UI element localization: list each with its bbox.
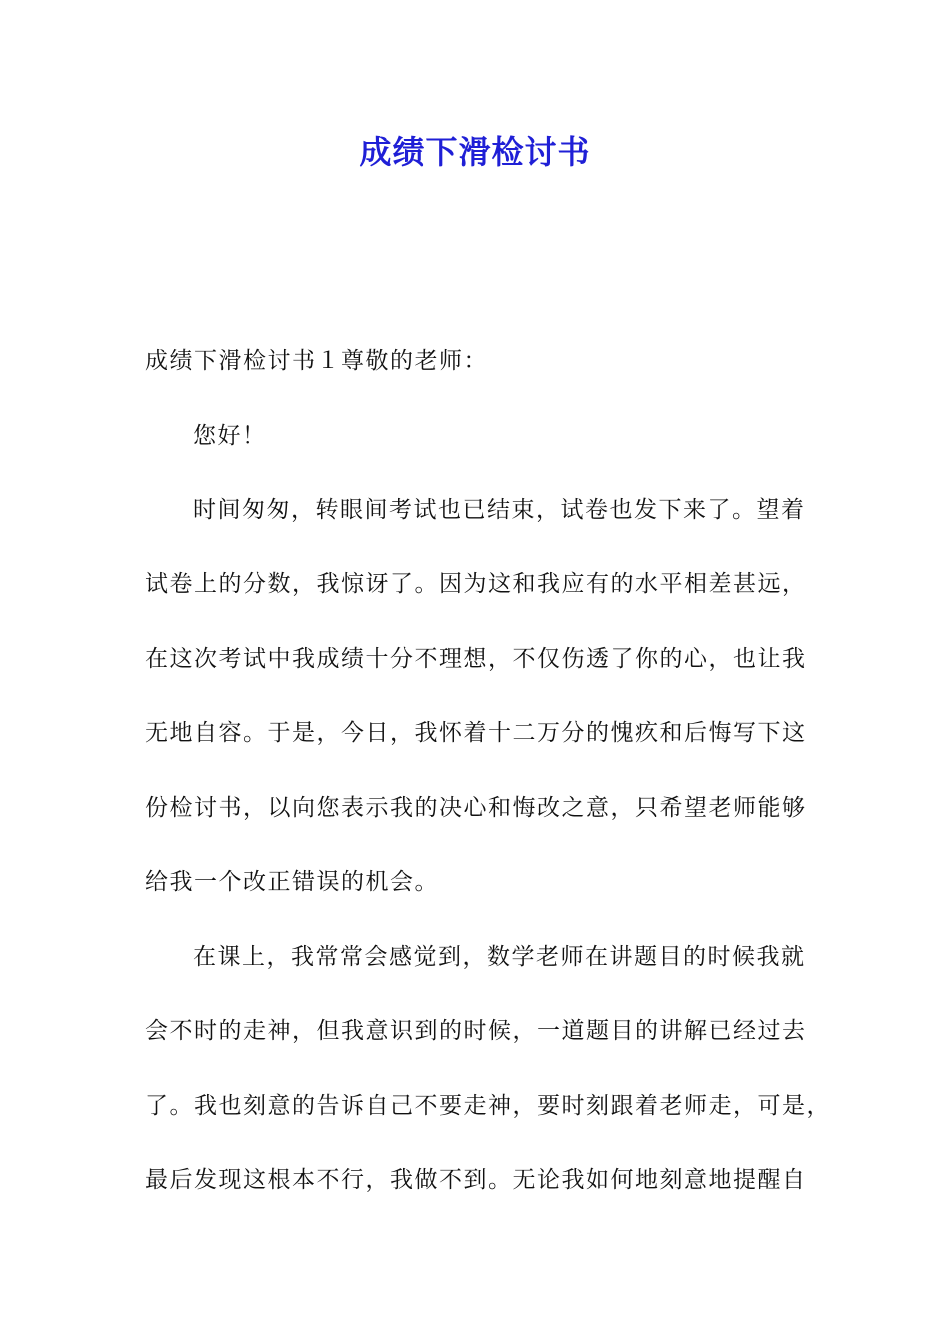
body-line: 会不时的走神，但我意识到的时候，一道题目的讲解已经过去 <box>145 1018 807 1044</box>
body-line: 给我一个改正错误的机会。 <box>145 869 439 895</box>
document-title: 成绩下滑检讨书 <box>359 133 591 171</box>
body-line: 了。我也刻意的告诉自己不要走神，要时刻跟着老师走，可是， <box>145 1093 831 1119</box>
greeting-line: 您好！ <box>193 423 267 449</box>
salutation-line: 成绩下滑检讨书１尊敬的老师： <box>145 348 488 374</box>
body-line: 最后发现这根本不行，我做不到。无论我如何地刻意地提醒自 <box>145 1167 807 1193</box>
body-line: 无地自容。于是，今日，我怀着十二万分的愧疚和后悔写下这 <box>145 720 807 746</box>
body-line: 份检讨书，以向您表示我的决心和悔改之意，只希望老师能够 <box>145 795 807 821</box>
body-line: 时间匆匆，转眼间考试也已结束，试卷也发下来了。望着 <box>193 497 806 523</box>
body-line: 试卷上的分数，我惊讶了。因为这和我应有的水平相差甚远， <box>145 571 807 597</box>
body-line: 在课上，我常常会感觉到，数学老师在讲题目的时候我就 <box>193 944 806 970</box>
body-line: 在这次考试中我成绩十分不理想，不仅伤透了你的心，也让我 <box>145 646 807 672</box>
